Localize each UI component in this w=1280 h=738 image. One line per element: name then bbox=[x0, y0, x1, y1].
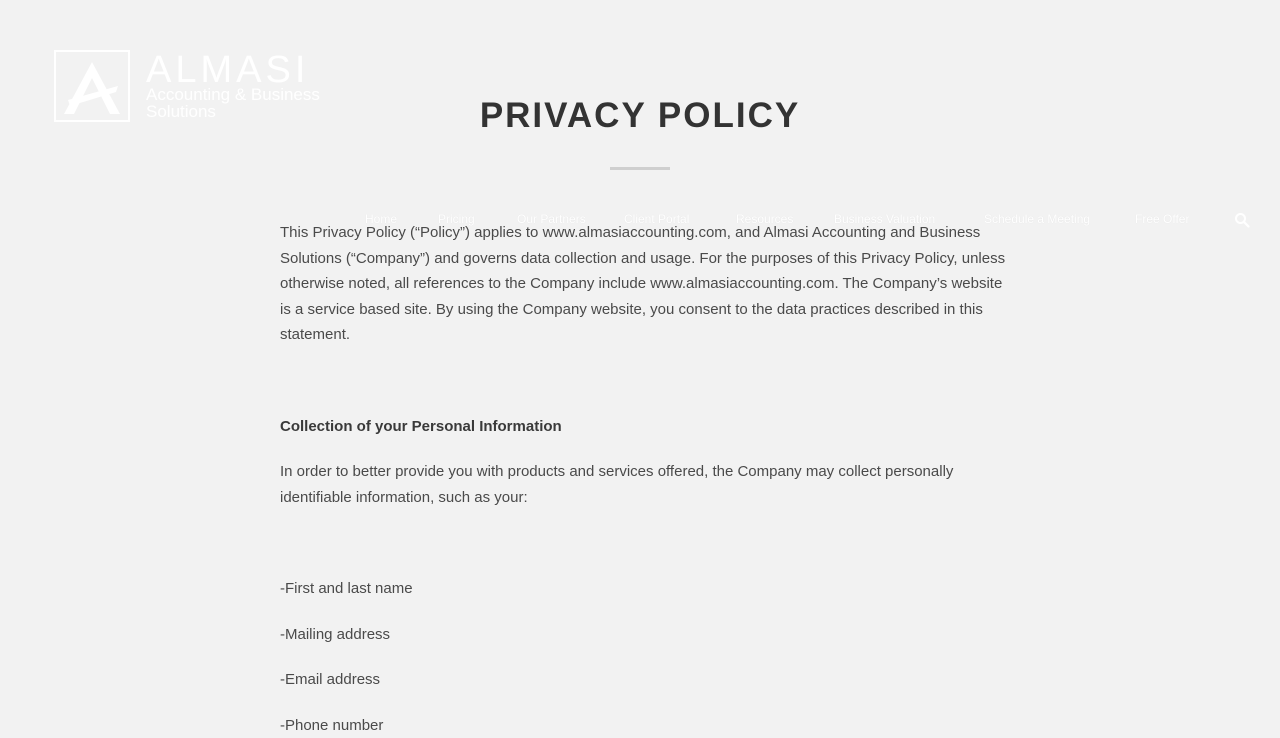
nav-item-business-valuation[interactable]: Business Valuation bbox=[834, 212, 935, 226]
logo-tagline: Accounting & Business Solutions bbox=[146, 86, 376, 120]
nav-item-home[interactable]: Home bbox=[365, 212, 397, 226]
collect-paragraph: In order to better provide you with products and services offered, the Company may collect personally identifiable information, such as your: bbox=[280, 459, 1010, 510]
nav-item-client-portal[interactable]: Client Portal bbox=[624, 212, 689, 226]
nav-item-resources[interactable]: Resources bbox=[736, 212, 793, 226]
nav-item-our-partners[interactable]: Our Partners bbox=[517, 212, 586, 226]
nav-item-schedule-meeting[interactable]: Schedule a Meeting bbox=[984, 212, 1090, 226]
list-item: -Mailing address bbox=[280, 622, 1010, 648]
intro-paragraph: This Privacy Policy (“Policy”) applies to www.almasiaccounting.com, and Almasi Accounting and Business Solutions (“Company”) and governs data collection and usage. For the purposes of this Privacy Policy, unless otherwise noted, all references to the Company include www.almasiaccounting.com. The Company’s website is a service based site. By using the Company website, you consent to the data practices described in this statement. bbox=[280, 220, 1010, 348]
title-divider bbox=[610, 167, 670, 170]
list-item: -Email address bbox=[280, 667, 1010, 693]
section-heading: Collection of your Personal Information bbox=[280, 414, 1010, 440]
list-item: -First and last name bbox=[280, 576, 1010, 602]
policy-content bbox=[280, 220, 1010, 738]
logo-name: ALMASI bbox=[146, 50, 309, 90]
list-item: -Phone number bbox=[280, 713, 1010, 738]
search-icon[interactable] bbox=[1234, 212, 1250, 228]
nav-item-free-offer[interactable]: Free Offer bbox=[1135, 212, 1189, 226]
page-title: PRIVACY POLICY bbox=[0, 96, 1280, 136]
nav-item-pricing[interactable]: Pricing bbox=[438, 212, 475, 226]
